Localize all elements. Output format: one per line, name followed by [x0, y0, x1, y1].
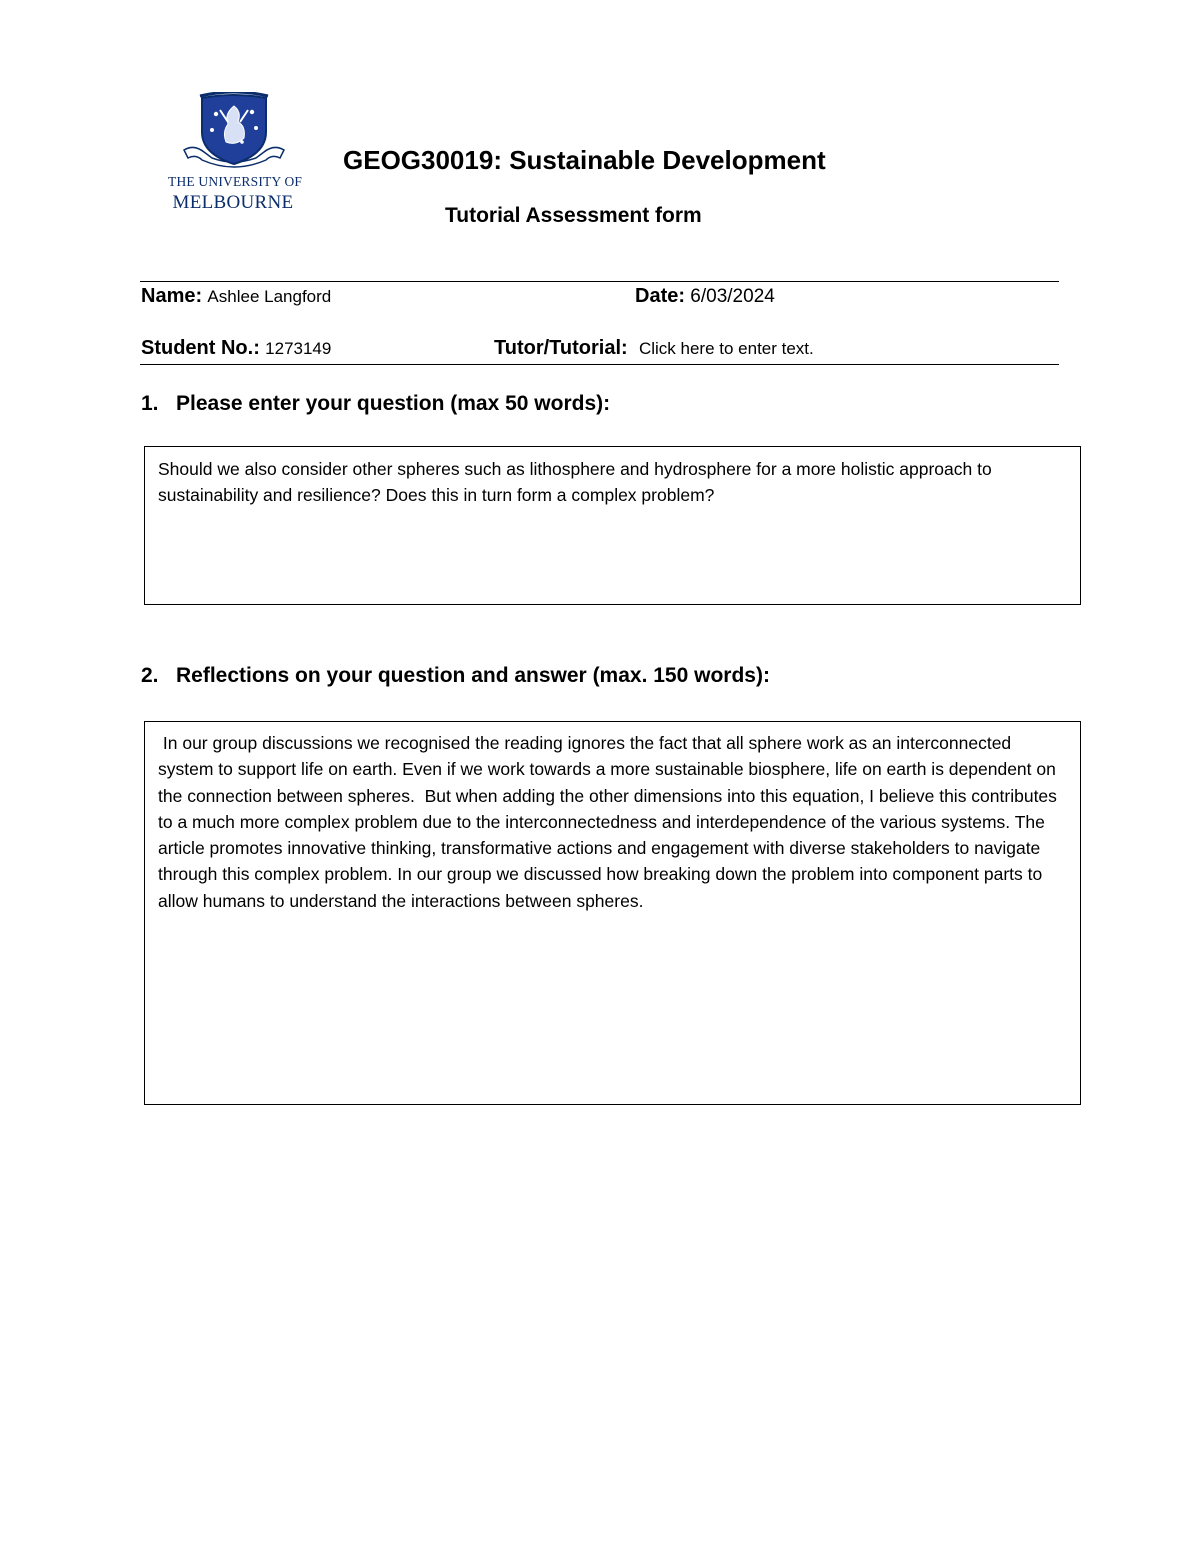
date-label: Date: — [635, 285, 686, 307]
date-field — [635, 285, 775, 308]
question-1-answer-box[interactable] — [144, 446, 1081, 605]
university-logo — [168, 92, 303, 227]
divider-bottom — [140, 364, 1059, 365]
logo-text-line1: THE UNIVERSITY OF — [168, 174, 303, 189]
question-2-answer-box[interactable] — [144, 721, 1081, 1105]
date-value[interactable]: 6/03/2024 — [690, 286, 775, 307]
tutor-field — [494, 337, 814, 360]
question-1-heading — [141, 392, 610, 416]
student-number-label: Student No.: — [141, 337, 260, 359]
page-title: GEOG30019: Sustainable Development — [343, 145, 826, 175]
question-2-prompt: Reflections on your question and answer (max. 150 words): — [176, 664, 770, 687]
page-subtitle: Tutorial Assessment form — [445, 204, 702, 227]
name-field — [141, 285, 331, 308]
name-label: Name: — [141, 285, 203, 307]
logo-text-line2: MELBOURNE — [172, 192, 294, 213]
question-2-heading — [141, 664, 770, 688]
question-1-answer-text[interactable]: Should we also consider other spheres such as lithosphere and hydrosphere for a more holistic approach to sustainability and resilience? Does this in turn form a complex problem? — [158, 459, 997, 506]
tutor-input[interactable]: Click here to enter text. — [638, 339, 814, 358]
name-value[interactable]: Ashlee Langford — [207, 287, 332, 306]
student-number-field — [141, 337, 331, 360]
question-1-number: 1. — [141, 392, 159, 415]
tutor-label: Tutor/Tutorial: — [494, 337, 628, 359]
question-1-prompt: Please enter your question (max 50 words): — [176, 392, 611, 415]
question-2-number: 2. — [141, 664, 159, 687]
question-2-answer-text[interactable]: In our group discussions we recognised the reading ignores the fact that all sphere work as an interconnected system to support life on earth. Even if we work towards a more sustainable biosphere, life on earth is dependent on the connection between spheres. But when adding the other dimensions into this equation, I believe this contributes to a much more complex problem due to the interconnectedness and interdependence of the various systems. The article promotes innovative thinking, transformative actions and engagement with diverse stakeholders to navigate through this complex problem. In our group we discussed how breaking down the problem into component parts to allow humans to understand the interactions between spheres. — [158, 733, 1062, 911]
university-crest-icon — [182, 92, 286, 172]
student-number-value[interactable]: 1273149 — [265, 339, 332, 358]
divider-top — [140, 281, 1059, 282]
